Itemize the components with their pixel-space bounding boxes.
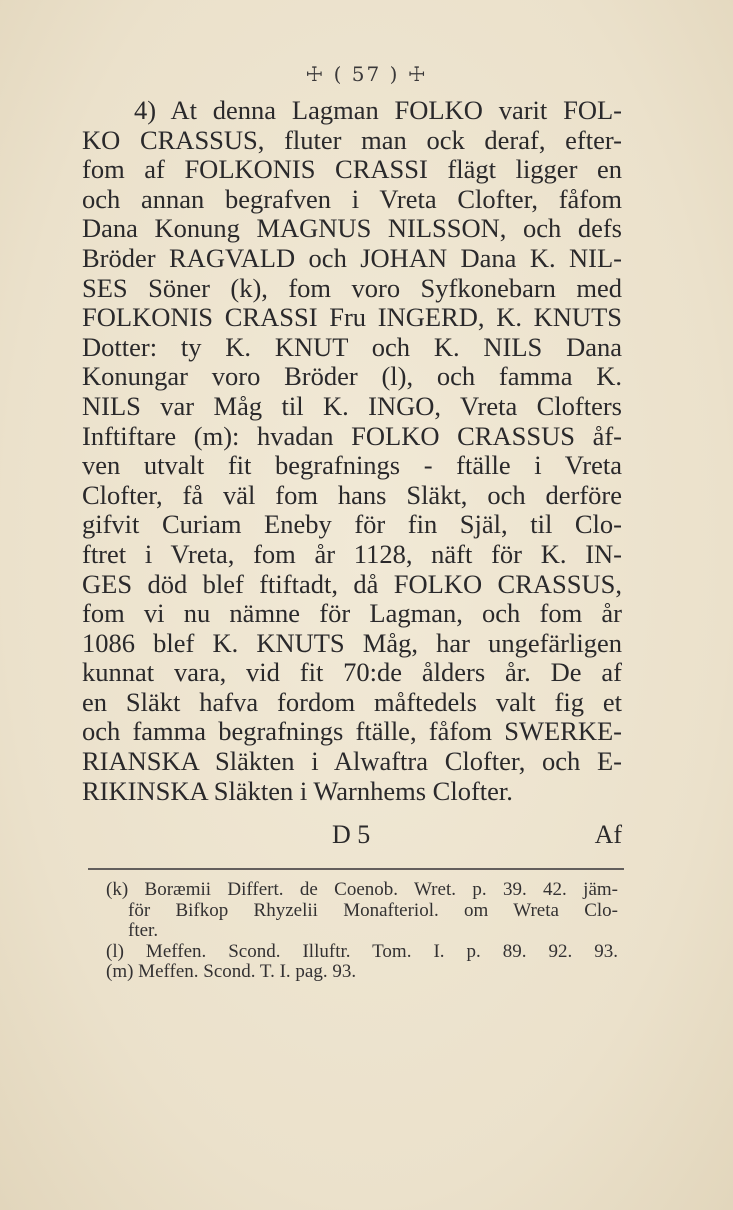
text-line: Inftiftare (m): hvadan FOLKO CRASSUS åf- [82,420,622,451]
catchword: Af [594,820,622,849]
text-line: kunnat vara, vid fit 70:de ålders år. De af [82,657,622,688]
text-line: 1086 blef K. KNUTS Måg, har ungefärligen [82,627,622,658]
footnote-line: (l) Meffen. Scond. Illuftr. Tom. I. p. 89. 92. 93. [106,940,618,962]
signature-mark: D 5 [332,820,371,849]
footnote-line: (m) Meffen. Scond. T. I. pag. 93. [106,961,357,982]
text-line: Bröder RAGVALD och JOHAN Dana K. NIL- [82,242,622,273]
text-line: FOLKONIS CRASSI Fru INGERD, K. KNUTS [82,302,622,333]
text-line: fom vi nu nämne för Lagman, och fom år [82,598,622,629]
footnote-line: (k) Boræmii Differt. de Coenob. Wret. p. 39. 42. jäm- [106,879,618,900]
text-line: ven utvalt fit begrafnings - ftälle i Vreta [82,450,622,481]
text-line: Konungar voro Bröder (l), och famma K. [82,361,622,392]
page-header: ☩ ( 57 ) ☩ [305,62,428,86]
text-line: och famma begrafnings ftälle, fåfom SWERKE- [82,716,622,747]
text-line: RIANSKA Släkten i Alwaftra Clofter, och E- [82,746,622,777]
text-line: Dotter: ty K. KNUT och K. NILS Dana [82,331,622,362]
page-footer-marks [82,820,622,856]
text-line: SES Söner (k), fom voro Syfkonebarn med [82,272,622,303]
text-line: gifvit Curiam Eneby för fin Själ, til Clo- [82,509,622,540]
footnote-rule [88,868,624,870]
text-line: NILS var Måg til K. INGO, Vreta Clofters [82,390,622,421]
text-line: Dana Konung MAGNUS NILSSON, och defs [82,213,622,244]
text-line: GES död blef ftiftadt, då FOLKO CRASSUS, [82,568,622,599]
text-line: KO CRASSUS, fluter man ock deraf, efter- [82,124,622,155]
text-line: ftret i Vreta, fom år 1128, näft för K. IN- [82,538,622,569]
text-line: och annan begrafven i Vreta Clofter, fåfom [82,183,622,214]
text-line: RIKINSKA Släkten i Warnhems Clofter. [82,775,513,806]
footnote-line: för Bifkop Rhyzelii Monafteriol. om Wreta Clo- [128,899,618,921]
footnote-line: fter. [128,920,159,941]
main-text [82,96,622,806]
footnotes [106,880,618,983]
text-line: fom af FOLKONIS CRASSI flägt ligger en [82,154,622,185]
text-line: en Släkt hafva fordom måftedels valt fig et [82,686,622,717]
text-line: Clofter, få väl fom hans Släkt, och derföre [82,479,622,510]
text-line: 4) At denna Lagman FOLKO varit FOL- [134,95,622,125]
